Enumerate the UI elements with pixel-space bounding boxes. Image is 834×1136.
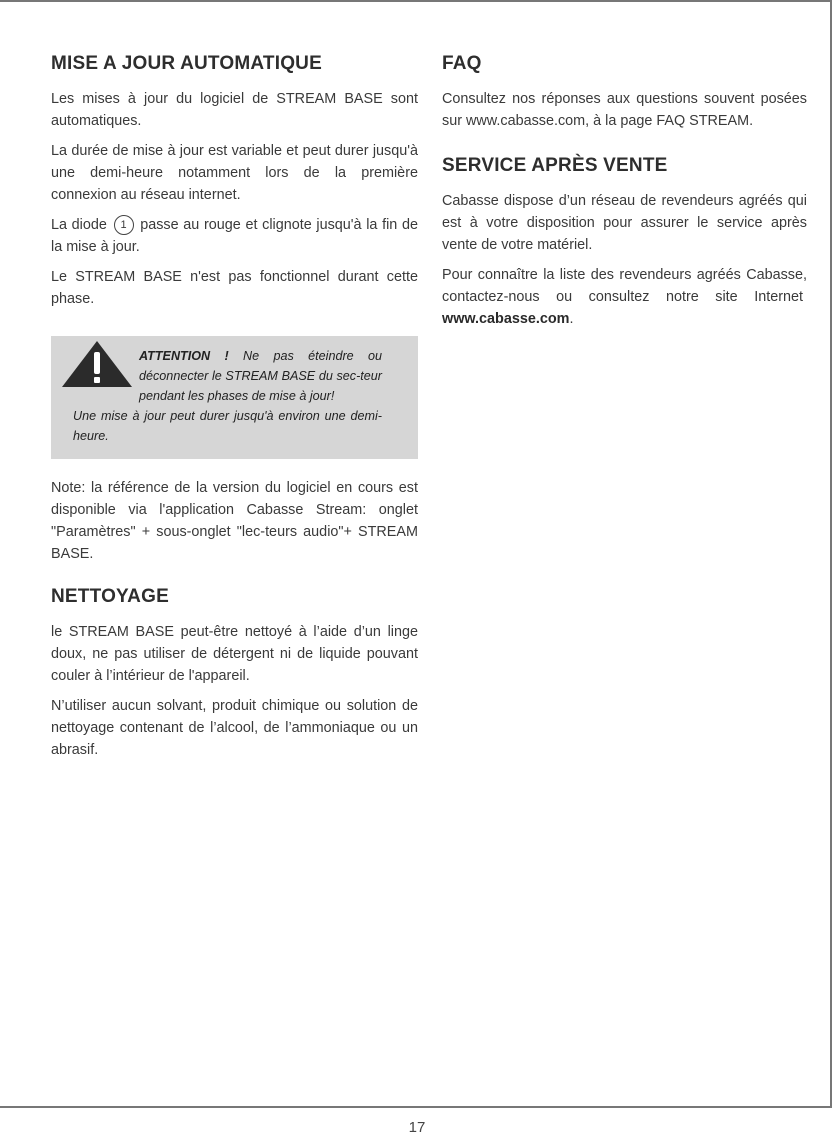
- diode-number-badge: 1: [114, 215, 134, 235]
- text: La diode: [51, 217, 107, 233]
- section-title-sav: SERVICE APRÈS VENTE: [442, 155, 668, 176]
- paragraph: N’utiliser aucun solvant, produit chimique ou solution de nettoyage contenant de l’alcool, de l’ammoniaque ou un abrasif.: [51, 698, 418, 758]
- paragraph: Consultez nos réponses aux questions souvent posées sur www.cabasse.com, à la page FAQ STREAM.: [442, 91, 807, 129]
- text: .: [569, 311, 574, 327]
- right-column: [442, 52, 807, 338]
- section-title-faq: FAQ: [442, 53, 482, 74]
- text: passe au rouge et clignote jusqu'à la fin de la mise à jour.: [51, 217, 418, 255]
- warning-text: [139, 346, 382, 406]
- warning-icon: [61, 340, 133, 388]
- paragraph: Le STREAM BASE n'est pas fonctionnel durant cette phase.: [51, 269, 418, 307]
- sav-contact-paragraph: [442, 264, 807, 330]
- paragraph: le STREAM BASE peut-être nettoyé à l’aide d’un linge doux, ne pas utiliser de détergent ni de liquide pouvant couler à l’intérieur de l'appareil.: [51, 624, 418, 684]
- text: Pour connaître la liste des revendeurs agréés Cabasse, contactez-nous ou consultez notre site Internet: [442, 267, 807, 305]
- website-link[interactable]: www.cabasse.com: [442, 311, 570, 327]
- section-title-nettoyage: NETTOYAGE: [51, 586, 169, 607]
- warning-line: Ne pas éteindre ou déconnecter le STREAM BASE du sec-teur pendant les phases de mise à jour!: [139, 349, 383, 403]
- paragraph: Cabasse dispose d’un réseau de revendeurs agréés qui est à votre disposition pour assurer le service après vente de votre matériel.: [442, 193, 807, 253]
- note-paragraph: Note: la référence de la version du logiciel en cours est disponible via l'application Cabasse Stream: onglet "Paramètres" + sous-onglet "lec-teurs audio"+ STREAM BASE.: [51, 480, 418, 562]
- paragraph: Les mises à jour du logiciel de STREAM BASE sont automatiques.: [51, 91, 418, 129]
- warning-head: ATTENTION !: [139, 349, 229, 363]
- page-number: 17: [408, 1119, 426, 1136]
- diode-paragraph: [51, 214, 418, 258]
- left-column: [51, 52, 418, 769]
- section-title-mise-a-jour: MISE A JOUR AUTOMATIQUE: [51, 53, 322, 74]
- warning-line-2: Une mise à jour peut durer jusqu'à environ une demi-heure.: [73, 409, 382, 443]
- warning-box: [51, 336, 418, 459]
- paragraph: La durée de mise à jour est variable et peut durer jusqu'à une demi-heure notamment lors de la première connexion au réseau internet.: [51, 143, 418, 203]
